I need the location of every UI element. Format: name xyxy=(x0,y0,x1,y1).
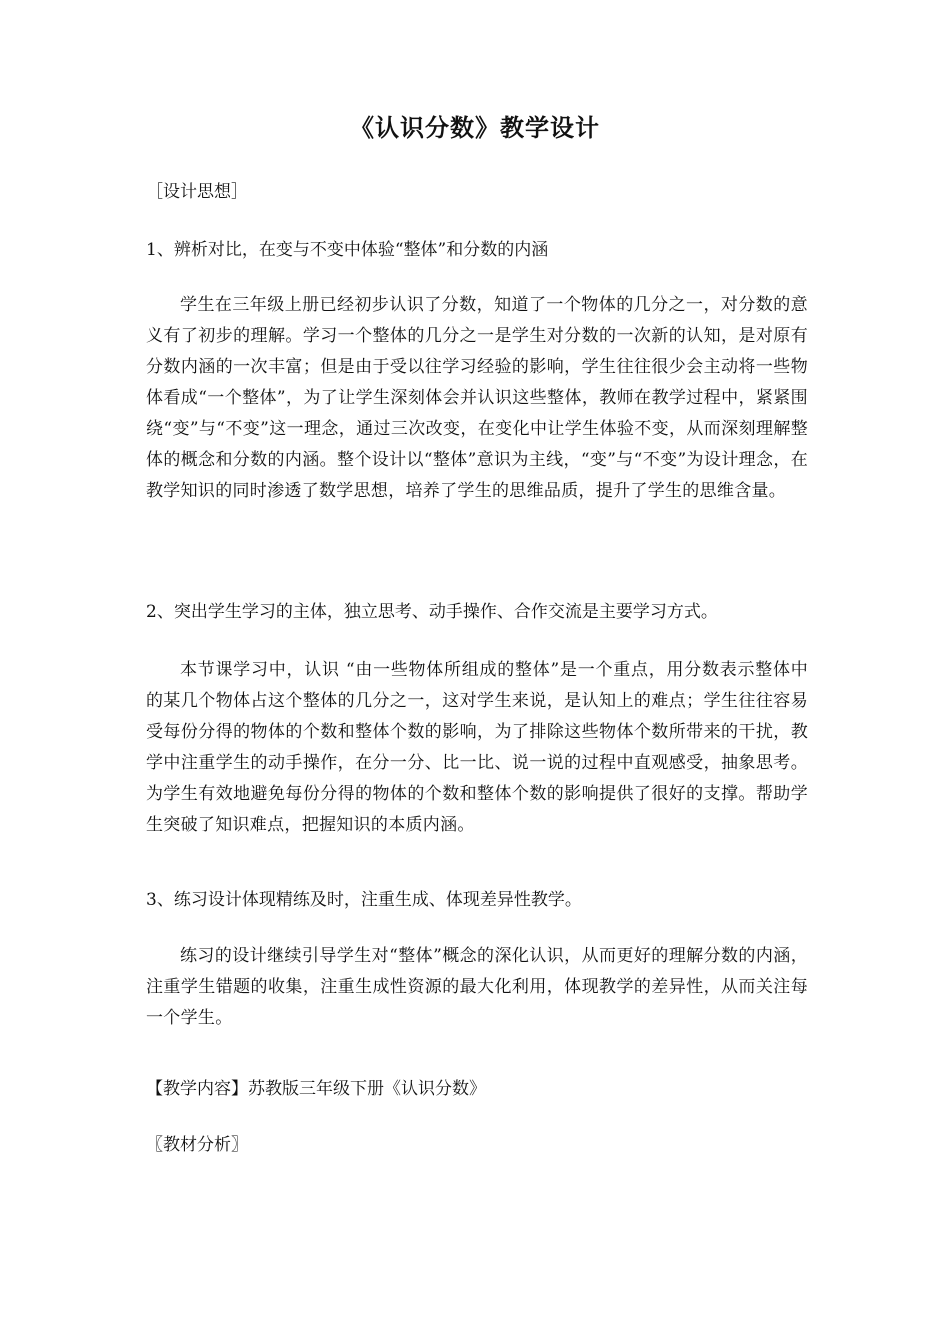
point-1-heading: 1、辨析对比，在变与不变中体验“整体”和分数的内涵 xyxy=(146,240,549,260)
section-heading-design-idea: ［设计思想］ xyxy=(146,182,248,202)
point-1-paragraph: 学生在三年级上册已经初步认识了分数，知道了一个物体的几分之一，对分数的意义有了初步的理解。学习一个整体的几分之一是学生对分数的一次新的认知，是对原有分数内涵的一次丰富；但是由于受以往学习经验的影响，学生往往很少会主动将一些物体看成“一个整体”，为了让学生深刻体会并认识这些整体，教师在教学过程中，紧紧围绕“变”与“不变”这一理念，通过三次改变，在变化中让学生体验不变，从而深刻理解整体的概念和分数的内涵。整个设计以“整体”意识为主线，“变”与“不变”为设计理念，在教学知识的同时渗透了数学思想，培养了学生的思维品质，提升了学生的思维含量。 xyxy=(146,295,808,501)
teaching-content-line: 【教学内容】苏教版三年级下册《认识分数》 xyxy=(146,1079,486,1099)
section-heading-material-analysis: 〖教材分析〗 xyxy=(146,1135,248,1155)
point-2-heading: 2、突出学生学习的主体，独立思考、动手操作、合作交流是主要学习方式。 xyxy=(146,602,718,622)
document-title: 《认识分数》教学设计 xyxy=(350,114,600,142)
point-3-paragraph: 练习的设计继续引导学生对“整体”概念的深化认识，从而更好的理解分数的内涵，注重学生错题的收集，注重生成性资源的最大化利用，体现教学的差异性，从而关注每一个学生。 xyxy=(146,946,808,1028)
point-2-paragraph: 本节课学习中，认识 “由一些物体所组成的整体”是一个重点，用分数表示整体中的某几个物体占这个整体的几分之一，这对学生来说，是认知上的难点；学生往往容易受每份分得的物体的个数和整体个数的影响，为了排除这些物体个数所带来的干扰，教学中注重学生的动手操作，在分一分、比一比、说一说的过程中直观感受，抽象思考。为学生有效地避免每份分得的物体的个数和整体个数的影响提供了很好的支撑。帮助学生突破了知识难点，把握知识的本质内涵。 xyxy=(146,660,808,835)
point-3-heading: 3、练习设计体现精练及时，注重生成、体现差异性教学。 xyxy=(146,890,582,910)
